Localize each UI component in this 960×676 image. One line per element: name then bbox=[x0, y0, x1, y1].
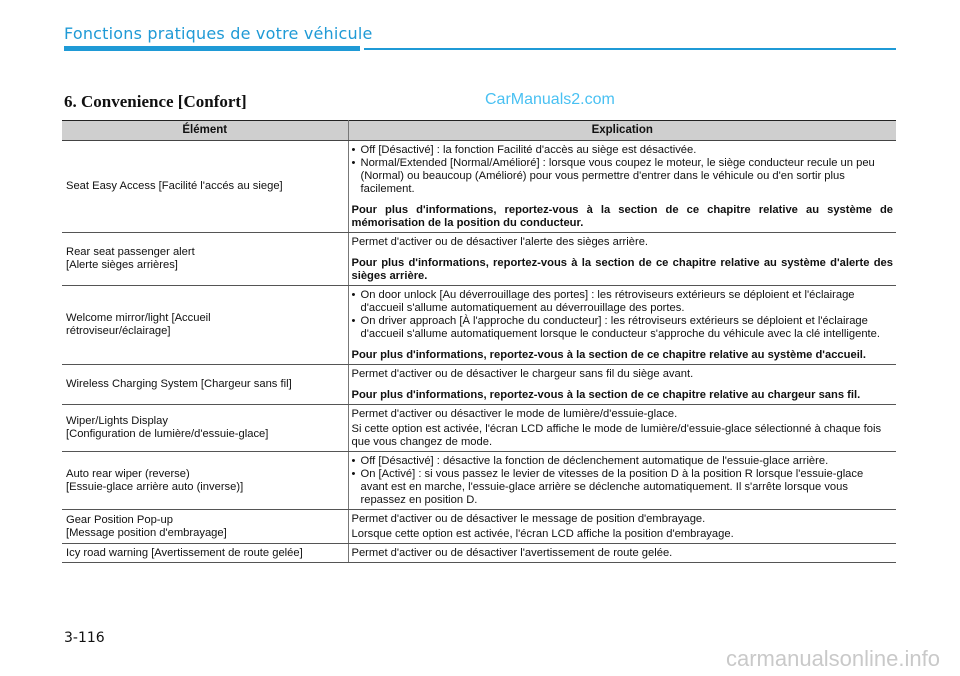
reference-note: Pour plus d'informations, reportez-vous à la section de ce chapitre relative au chargeur sans fil. bbox=[351, 389, 861, 401]
item-label: [Essuie-glace arrière auto (inverse)] bbox=[66, 480, 244, 493]
bullet-text: On driver approach [À l'approche du conducteur] : les rétroviseurs extérieurs se déploient et l'éclairage d'accueil s'allume automatiquement lorsque le conducteur s'approche du véhicule avec la clé intelligente. bbox=[360, 315, 880, 340]
item-label: Auto rear wiper (reverse) bbox=[66, 467, 190, 480]
explanation-cell bbox=[348, 405, 896, 452]
table-row bbox=[62, 452, 896, 510]
table-row bbox=[62, 405, 896, 452]
bullet-icon: • bbox=[351, 289, 356, 301]
bullet-item bbox=[352, 289, 894, 315]
explanation-line: Permet d'activer ou de désactiver l'avertissement de route gelée. bbox=[351, 547, 673, 559]
item-cell bbox=[62, 141, 348, 233]
reference-note: Pour plus d'informations, reportez-vous à la section de ce chapitre relative au système de mémorisation de la position du conducteur. bbox=[351, 204, 893, 229]
explanation-cell bbox=[348, 286, 896, 365]
bullet-text: On [Activé] : si vous passez le levier de vitesses de la position D à la position R lorsque l'essuie-glace avant est en marche, l'essuie-glace arrière se déclenche automatiquement. Il s'arrête lorsque vous repassez en position D. bbox=[360, 468, 864, 506]
item-label: [Alerte sièges arrières] bbox=[66, 259, 178, 271]
item-label: Wiper/Lights Display bbox=[66, 415, 168, 427]
item-cell bbox=[62, 452, 348, 510]
bullet-icon: • bbox=[351, 144, 356, 156]
reference-note: Pour plus d'informations, reportez-vous à la section de ce chapitre relative au système d'alerte des sièges arrière. bbox=[351, 257, 893, 282]
item-cell bbox=[62, 544, 348, 563]
explanation-cell bbox=[348, 365, 896, 405]
bullet-icon: • bbox=[351, 455, 356, 467]
explanation-line: Permet d'activer ou de désactiver le message de position d'embrayage. bbox=[351, 513, 706, 525]
table-header-row bbox=[62, 121, 896, 141]
bullet-icon: • bbox=[351, 157, 356, 169]
section-title: 6. Convenience [Confort] bbox=[64, 92, 247, 111]
column-header-explanation: Explication bbox=[348, 121, 896, 141]
item-label: Icy road warning [Avertissement de route gelée] bbox=[66, 546, 303, 559]
bullet-icon: • bbox=[351, 315, 356, 327]
item-label: Gear Position Pop-up bbox=[66, 513, 173, 526]
item-label: [Configuration de lumière/d'essuie-glace] bbox=[66, 428, 269, 440]
explanation-cell bbox=[348, 544, 896, 563]
item-cell bbox=[62, 405, 348, 452]
explanation-cell bbox=[348, 141, 896, 233]
header-rule-thin bbox=[364, 48, 896, 50]
table-row bbox=[62, 544, 896, 563]
watermark-carmanualsonline: carmanualsonline.info bbox=[725, 646, 940, 671]
item-label: Welcome mirror/light [Accueil bbox=[66, 312, 211, 324]
explanation-cell bbox=[348, 233, 896, 286]
explanation-cell bbox=[348, 452, 896, 510]
header-rule-thick bbox=[64, 46, 360, 51]
explanation-line: Permet d'activer ou de désactiver l'alerte des sièges arrière. bbox=[351, 236, 649, 248]
explanation-line: Si cette option est activée, l'écran LCD affiche le mode de lumière/d'essuie-glace sélectionné à chaque fois que vous changez de mode. bbox=[351, 423, 882, 448]
bullet-item bbox=[352, 144, 894, 157]
item-label: Rear seat passenger alert bbox=[66, 246, 195, 258]
explanation-line: Lorsque cette option est activée, l'écran LCD affiche la position d'embrayage. bbox=[351, 528, 734, 540]
item-label: Seat Easy Access [Facilité l'accés au siege] bbox=[66, 180, 283, 192]
bullet-item bbox=[352, 315, 894, 341]
bullet-item bbox=[352, 468, 894, 507]
bullet-text: Normal/Extended [Normal/Amélioré] : lorsque vous coupez le moteur, le siège conducteur recule un peu (Normal) ou beaucoup (Amélioré) pour vous permettre d'entrer dans le véhicule ou d'en sortir plus facilement. bbox=[360, 157, 875, 195]
explanation-line: Permet d'activer ou de désactiver le chargeur sans fil du siège avant. bbox=[351, 368, 694, 380]
page-number: 3-116 bbox=[64, 630, 105, 646]
bullet-text: Off [Désactivé] : la fonction Facilité d'accès au siège est désactivée. bbox=[360, 144, 697, 156]
table-row bbox=[62, 286, 896, 365]
bullet-item bbox=[352, 455, 894, 468]
bullet-text: Off [Désactivé] : désactive la fonction de déclenchement automatique de l'essuie-glace arrière. bbox=[360, 455, 829, 467]
table-row bbox=[62, 365, 896, 405]
table-row bbox=[62, 141, 896, 233]
bullet-item bbox=[352, 157, 894, 196]
convenience-settings-table bbox=[62, 120, 896, 563]
item-label: rétroviseur/éclairage] bbox=[66, 325, 171, 337]
item-cell bbox=[62, 510, 348, 544]
item-label: [Message position d'embrayage] bbox=[66, 526, 227, 539]
item-cell bbox=[62, 365, 348, 405]
explanation-cell bbox=[348, 510, 896, 544]
item-cell bbox=[62, 233, 348, 286]
bullet-icon: • bbox=[351, 468, 356, 480]
bullet-text: On door unlock [Au déverrouillage des portes] : les rétroviseurs extérieurs se déploient et l'éclairage d'accueil s'allume automatiquement au déverrouillage des portes. bbox=[360, 289, 855, 314]
table-row bbox=[62, 233, 896, 286]
column-header-item: Élément bbox=[62, 121, 348, 141]
item-cell bbox=[62, 286, 348, 365]
watermark-carmanuals2: CarManuals2.com bbox=[485, 91, 615, 108]
item-label: Wireless Charging System [Chargeur sans fil] bbox=[66, 378, 292, 390]
reference-note: Pour plus d'informations, reportez-vous à la section de ce chapitre relative au système d'accueil. bbox=[351, 349, 867, 361]
explanation-line: Permet d'activer ou désactiver le mode de lumière/d'essuie-glace. bbox=[351, 408, 678, 420]
table-row bbox=[62, 510, 896, 544]
chapter-title: Fonctions pratiques de votre véhicule bbox=[64, 24, 373, 43]
table-body bbox=[62, 141, 896, 563]
